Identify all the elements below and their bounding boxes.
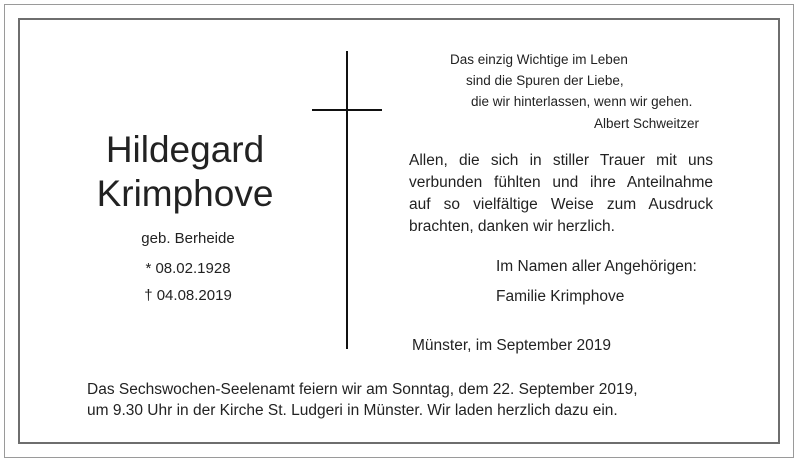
family-signature: Familie Krimphove [496,288,625,305]
thanks-line: Allen, die sich in stiller Trauer mit uns [409,152,713,169]
cross-vertical-bar [346,51,348,349]
thanks-line: verbunden fühlten und ihre Anteilnahme [409,174,713,191]
quote-line: Das einzig Wichtige im Leben [450,52,628,67]
quote-author: Albert Schweitzer [594,116,700,131]
place-date: Münster, im September 2019 [412,337,612,354]
deceased-first-name: Hildegard [105,129,265,170]
birth-date: * 08.02.1928 [145,260,231,277]
death-date: † 04.08.2019 [144,287,232,304]
cross-horizontal-bar [312,109,382,111]
footer-line: um 9.30 Uhr in der Kirche St. Ludgeri in Münster. Wir laden herzlich dazu ein. [87,402,618,419]
quote-line: die wir hinterlassen, wenn wir gehen. [471,94,693,109]
thanks-line: brachten, danken wir herzlich. [409,218,615,235]
deceased-last-name: Krimphove [96,173,274,214]
quote-line: sind die Spuren der Liebe, [466,73,624,88]
thanks-line: auf so vielfältige Weise zum Ausdruck [409,196,713,213]
footer-line: Das Sechswochen-Seelenamt feiern wir am Sonntag, dem 22. September 2019, [87,381,638,398]
birth-name: geb. Berheide [141,230,235,247]
on-behalf-text: Im Namen aller Angehörigen: [496,258,697,275]
